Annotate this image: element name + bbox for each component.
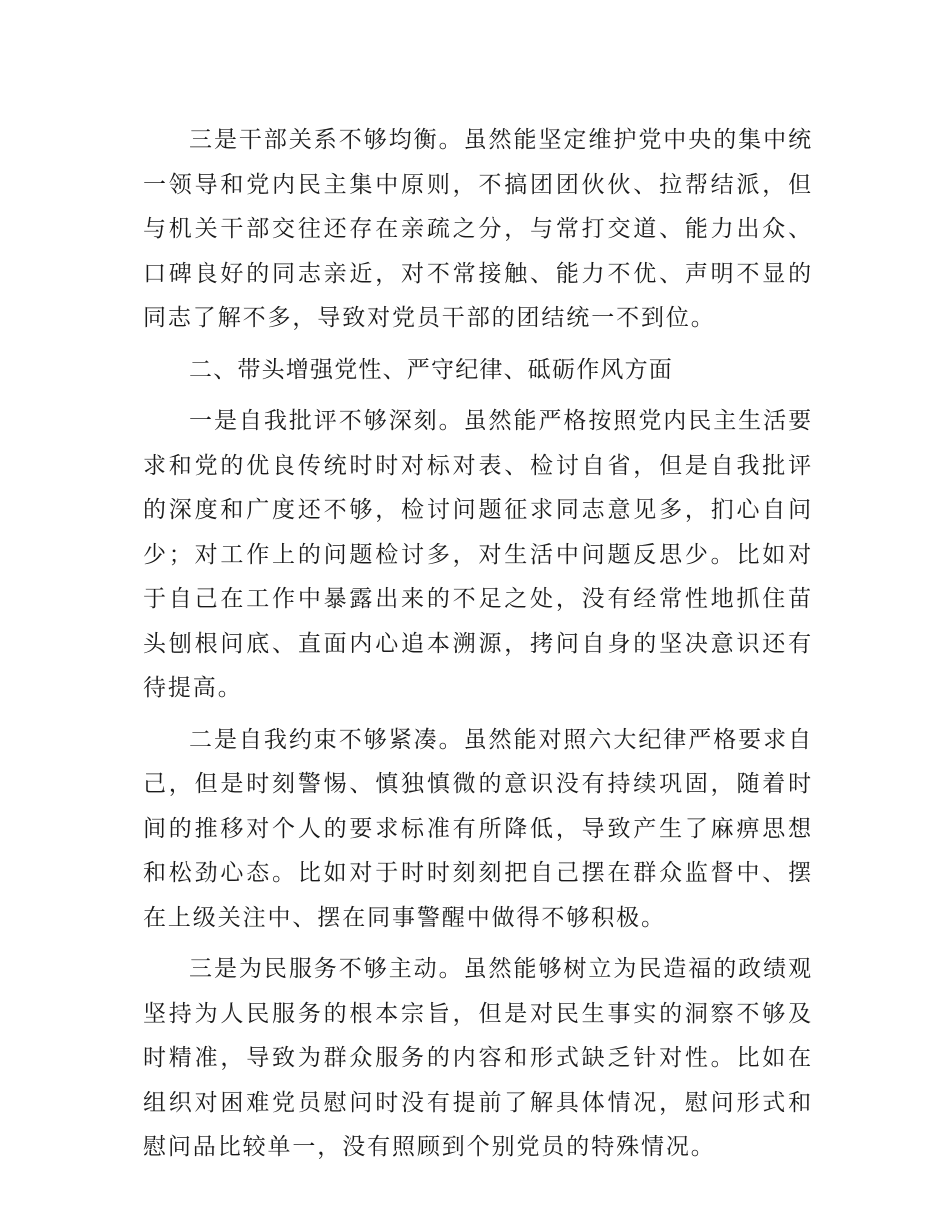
paragraph-serving-people: 三是为民服务不够主动。虽然能够树立为民造福的政绩观坚持为人民服务的根本宗旨，但是对民生事实的洞察不够及时精准，导致为群众服务的内容和形式缺乏针对性。比如在组织对困难党员慰问时没有提前了解具体情况，慰问形式和慰问品比较单一，没有照顾到个别党员的特殊情况。 bbox=[143, 956, 813, 1160]
document-body bbox=[143, 118, 813, 1170]
paragraph-cadre-relations: 三是干部关系不够均衡。虽然能坚定维护党中央的集中统一领导和党内民主集中原则，不搞团团伙伙、拉帮结派，但与机关干部交往还存在亲疏之分，与常打交道、能力出众、口碑良好的同志亲近，对不常接触、能力不优、声明不显的同志了解不多，导致对党员干部的团结统一不到位。 bbox=[143, 127, 813, 331]
section-heading-party-spirit: 二、带头增强党性、严守纪律、砥砺作风方面 bbox=[189, 356, 673, 383]
paragraph-self-discipline: 二是自我约束不够紧凑。虽然能对照六大纪律严格要求自己，但是时刻警惕、慎独慎微的意识没有持续巩固，随着时间的推移对个人的要求标准有所降低，导致产生了麻痹思想和松劲心态。比如对于时时刻刻把自己摆在群众监督中、摆在上级关注中、摆在同事警醒中做得不够积极。 bbox=[143, 726, 813, 931]
paragraph-self-criticism: 一是自我批评不够深刻。虽然能严格按照党内民主生活要求和党的优良传统时时对标对表、检讨自省，但是自我批评的深度和广度还不够，检讨问题征求同志意见多，扪心自问少；对工作上的问题检讨多，对生活中问题反思少。比如对于自己在工作中暴露出来的不足之处，没有经常性地抓住苗头刨根问底、直面内心追本溯源，拷问自身的坚决意识还有待提高。 bbox=[143, 408, 813, 701]
